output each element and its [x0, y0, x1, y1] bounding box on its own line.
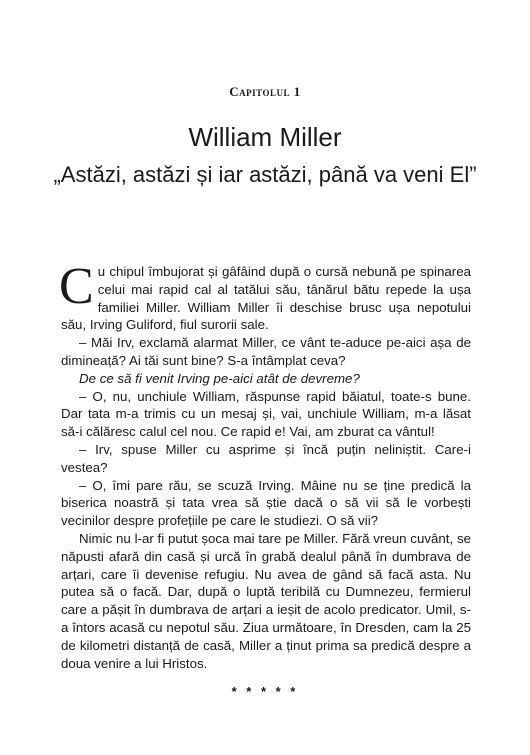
paragraph-text: u chipul îmbujorat și gâfâind după o cursă nebună pe spinarea celui mai rapid cal al tatălui său, tânărul bătu repede la ușa familiei Miller. William Miller îi deschise brusc ușa nepotului său, Irving Guliford, fiul surorii sale. [61, 264, 471, 333]
paragraph [59, 258, 471, 334]
chapter-label: Capitolul 1 [229, 84, 301, 99]
chapter-title: William Miller [188, 122, 342, 152]
chapter-body [59, 258, 471, 672]
paragraph: – O, îmi pare rău, se scuză Irving. Mâine nu se ține predică la biserica noastră și tata vrea să știe dacă o să vii să le vorbești vecinilor despre profețiile pe care le studiezi. O să vii? [61, 477, 471, 529]
paragraph: – Măi Irv, exclamă alarmat Miller, ce vânt te-aduce pe-aici așa de dimineață? Ai tăi sunt bine? S-a întâmplat ceva? [61, 335, 471, 368]
section-separator: * * * * * [231, 684, 299, 699]
drop-cap: C [59, 258, 94, 315]
paragraph: De ce să fi venit Irving pe-aici atât de devreme? [79, 370, 360, 386]
chapter-subtitle: „Astăzi, astăzi și iar astăzi, până va veni El” [53, 162, 477, 187]
paragraph: Nimic nu l-ar fi putut șoca mai tare pe Miller. Fără vreun cuvânt, se năpusti afară din casă și urcă în grabă dealul până în dumbrava de arțari, care îi devenise refugiu. Nu avea de gând să facă asta. Nu putea să o facă. Dar, după o luptă teribilă cu Dumnezeu, fermierul care a pășit în dumbrava de arțari a ieșit de acolo predicator. Umil, s-a întors acasă cu nepotul său. Ziua următoare, în Dresden, cam la 25 de kilometri distanță de casă, Miller a ținut prima sa predică despre a doua venire a lui Hristos. [61, 530, 471, 671]
paragraph: – O, nu, unchiule William, răspunse rapid băiatul, toate-s bune. Dar tata m-a trimis cu un mesaj și, vai, unchiule William, m-a lăsat să-i călăresc calul cel nou. Ce rapid e! Vai, am zburat ca vântul! [61, 388, 471, 440]
paragraph: – Irv, spuse Miller cu asprime și încă puțin neliniștit. Care-i vestea? [61, 441, 471, 475]
